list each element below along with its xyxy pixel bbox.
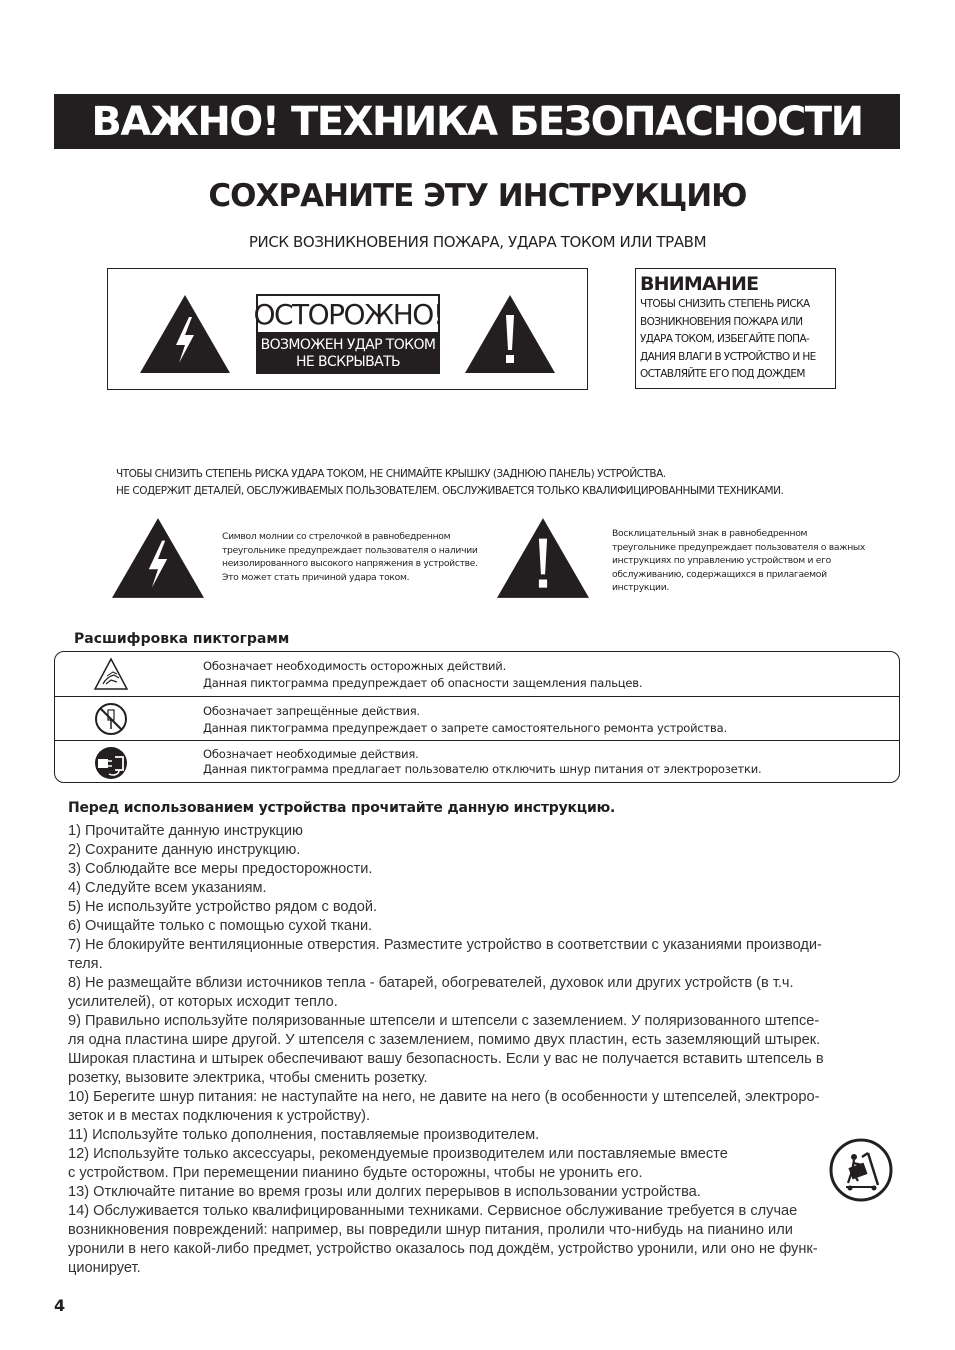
pinch-warning-icon [93, 656, 129, 692]
warning-box [107, 268, 588, 390]
pictogram-required-line-1: Обозначает необходимые действия. [203, 747, 419, 761]
attention-line-3: УДАРА ТОКОМ, ИЗБЕГАЙТЕ ПОПА- [640, 333, 810, 345]
attention-line-2: ВОЗНИКНОВЕНИЯ ПОЖАРА ИЛИ [640, 315, 803, 328]
lightning-line-4: Это может стать причиной удара током. [222, 571, 410, 583]
instructions-list [68, 822, 908, 1278]
pictogram-caution-line-2: Данная пиктограмма предупреждает об опасности защемления пальцев. [203, 676, 643, 690]
lightning-line-1: Символ молнии со стрелочкой в равнобедренном [222, 531, 451, 542]
risk-heading: РИСК ВОЗНИКНОВЕНИЯ ПОЖАРА, УДАРА ТОКОМ ИЛИ ТРАВМ [248, 233, 707, 251]
exclamation-line-1: Восклицательный знак в равнобедренном [612, 528, 808, 539]
attention-line-1: ЧТОБЫ СНИЗИТЬ СТЕПЕНЬ РИСКА [640, 298, 810, 310]
instruction-line: 5) Не используйте устройство рядом с водой. [68, 899, 378, 915]
pictogram-caution-line-1: Обозначает необходимость осторожных действий. [203, 659, 507, 673]
pictogram-required-line-2: Данная пиктограмма предлагает пользователю отключить шнур питания от электророзетки. [203, 762, 762, 776]
instruction-line: 14) Обслуживается только квалифицированными техниками. Сервисное обслуживание требуется в случае [68, 1203, 798, 1219]
instruction-line: 7) Не блокируйте вентиляционные отверстия. Разместите устройство в соответствии с указаниями производи- [68, 937, 822, 953]
attention-box [635, 268, 836, 389]
lightning-triangle-icon [140, 295, 230, 373]
instruction-line: Широкая пластина и штырек обеспечивают вашу безопасность. Если у вас не получается вставить штепсель в [68, 1051, 824, 1067]
caution-title: ОСТОРОЖНО! [256, 294, 440, 334]
pictograms-table [54, 651, 900, 783]
exclamation-line-5: инструкции. [612, 582, 670, 593]
instruction-line: ля одна пластина шире другой. У штепселя с заземлением, помимо двух пластин, есть заземляющий штырек. [68, 1032, 821, 1048]
page-number: 4 [54, 1296, 66, 1315]
pictogram-row-caution [55, 652, 899, 696]
cover-notice [116, 466, 783, 500]
lightning-line-3: неизолированного высокого напряжения в устройстве. [222, 558, 478, 569]
no-disassembly-icon [93, 701, 129, 737]
instruction-line: усилителей), от которых исходит тепло. [68, 994, 338, 1010]
caution-line-1: ВОЗМОЖЕН УДАР ТОКОМ [260, 337, 436, 353]
exclamation-triangle-icon [465, 295, 555, 373]
instruction-line: 13) Отключайте питание во время грозы или долгих перерывов в использовании устройства. [68, 1184, 701, 1200]
pictogram-row-required [55, 740, 899, 783]
lightning-triangle-icon [112, 518, 204, 598]
exclamation-line-3: инструкциях по управлению устройством и его [612, 555, 831, 566]
notice-line-2: НЕ СОДЕРЖИТ ДЕТАЛЕЙ, ОБСЛУЖИВАЕМЫХ ПОЛЬЗОВАТЕЛЕМ. ОБСЛУЖИВАЕТСЯ ТОЛЬКО КВАЛИФИЦИРОВАННЫМИ ТЕХНИКАМИ. [116, 485, 784, 497]
caution-line-2: НЕ ВСКРЫВАТЬ [295, 354, 401, 370]
lightning-line-2: треугольнике предупреждает пользователя о наличии [222, 544, 478, 556]
instruction-line: ционирует. [68, 1260, 141, 1276]
instruction-line: 8) Не размещайте вблизи источников тепла - батарей, обогревателей, духовок или других устройств (в т.ч. [68, 975, 794, 991]
caution-subtext [256, 334, 440, 374]
instruction-line: 11) Используйте только дополнения, поставляемые производителем. [68, 1127, 540, 1143]
attention-line-5: ОСТАВЛЯЙТЕ ЕГО ПОД ДОЖДЕМ [640, 368, 805, 380]
subtitle: СОХРАНИТЕ ЭТУ ИНСТРУКЦИЮ [208, 178, 747, 214]
attention-title: ВНИМАНИЕ [640, 273, 759, 295]
exclamation-triangle-icon [497, 518, 589, 598]
instruction-line: зеток и в местах подключения к устройству). [68, 1108, 371, 1124]
instruction-line: 2) Сохраните данную инструкцию. [68, 842, 301, 858]
instruction-line: розетку, вызовите электрика, чтобы сменить розетку. [68, 1070, 428, 1086]
instruction-line: 6) Очищайте только с помощью сухой ткани. [68, 918, 373, 934]
instruction-line: с устройством. При перемещении пианино будьте осторожны, чтобы не уронить его. [68, 1165, 643, 1181]
lightning-explanation [222, 530, 478, 584]
pictogram-row-prohibited [55, 696, 899, 740]
instruction-line: теля. [68, 956, 103, 972]
instruction-line: 3) Соблюдайте все меры предосторожности. [68, 861, 373, 877]
pictograms-title: Расшифровка пиктограмм [74, 631, 290, 647]
instruction-line: 10) Берегите шнур питания: не наступайте на него, не давите на него (в особенности у штепселей, электроро- [68, 1089, 820, 1105]
instruction-line: 12) Используйте только аксессуары, рекомендуемые производителем или поставляемые вместе [68, 1146, 728, 1162]
instruction-line: 1) Прочитайте данную инструкцию [68, 823, 303, 839]
exclamation-explanation [612, 527, 865, 595]
exclamation-line-4: обслуживанию, содержащихся в прилагаемой [612, 568, 827, 580]
title-banner [54, 94, 900, 149]
instruction-line: 9) Правильно используйте поляризованные штепсели и штепсели с заземлением. У поляризованного штепсе- [68, 1013, 820, 1029]
exclamation-line-2: треугольнике предупреждает пользователя о важных [612, 541, 866, 553]
notice-line-1: ЧТОБЫ СНИЗИТЬ СТЕПЕНЬ РИСКА УДАРА ТОКОМ, НЕ СНИМАЙТЕ КРЫШКУ (ЗАДНЮЮ ПАНЕЛЬ) УСТРОЙСТВА. [116, 468, 666, 480]
instructions-title: Перед использованием устройства прочитайте данную инструкцию. [68, 800, 616, 816]
pictogram-prohibited-line-2: Данная пиктограмма предупреждает о запрете самостоятельного ремонта устройства. [203, 721, 727, 735]
cart-tipover-warning-icon [828, 1137, 894, 1203]
attention-line-4: ДАНИЯ ВЛАГИ В УСТРОЙСТВО И НЕ [640, 350, 816, 363]
caution-label [253, 294, 443, 374]
instruction-line: уронили в него какой-либо предмет, устройство оказалось под дождём, устройство уронили, или оно не функ- [68, 1241, 818, 1257]
instruction-line: 4) Следуйте всем указаниям. [68, 880, 267, 896]
instruction-line: возникновения повреждений: например, вы повредили шнур питания, пролили что-нибудь на пианино или [68, 1222, 793, 1238]
pictogram-prohibited-line-1: Обозначает запрещённые действия. [203, 704, 420, 718]
page-title: ВАЖНО! ТЕХНИКА БЕЗОПАСНОСТИ [91, 98, 863, 145]
unplug-icon [93, 745, 129, 781]
